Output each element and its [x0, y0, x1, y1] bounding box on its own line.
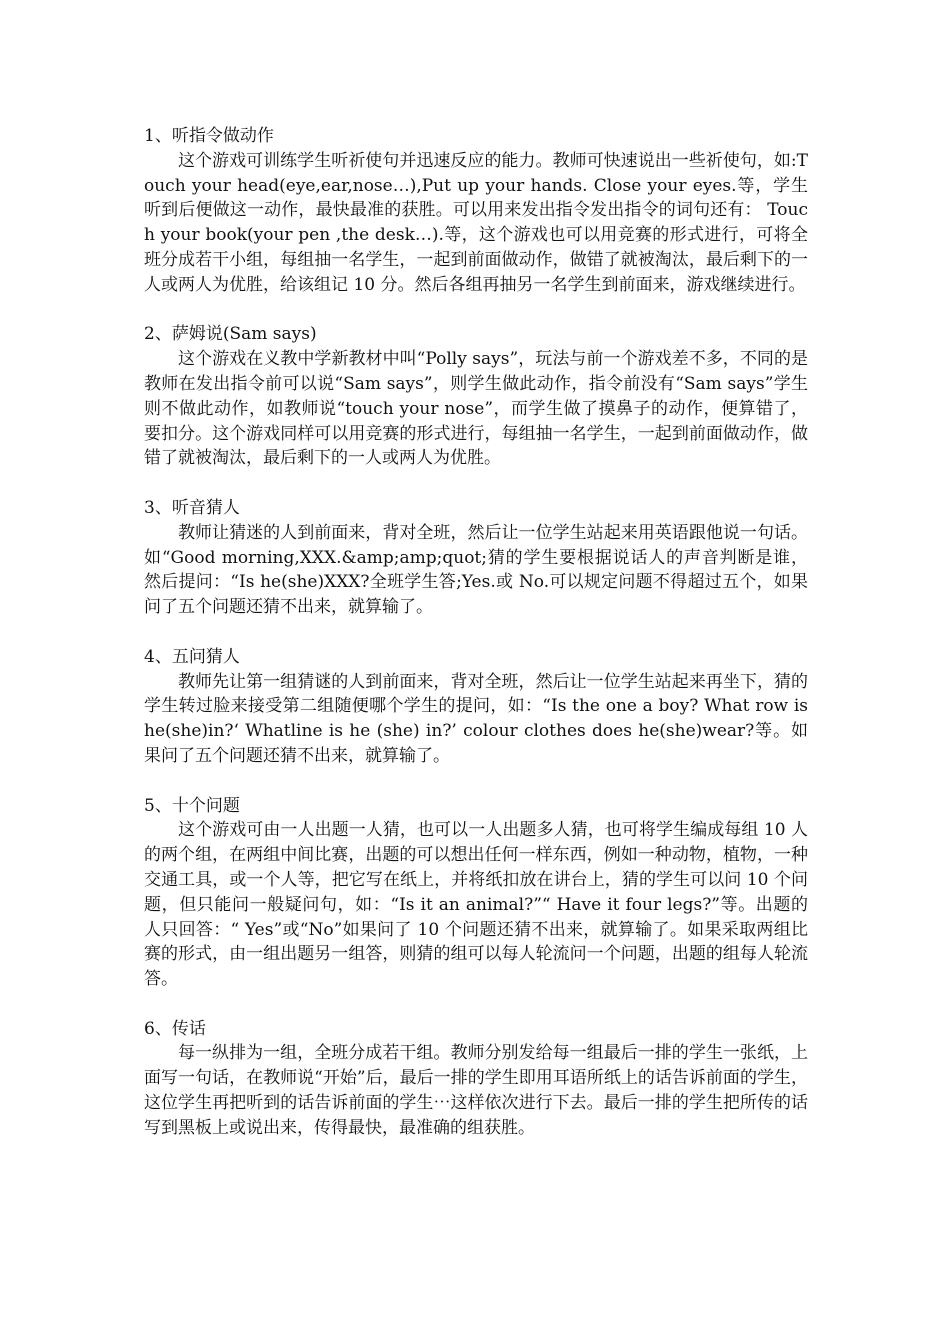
section-paragraph: 这个游戏可由一人出题一人猜，也可以一人出题多人猜，也可将学生编成每组 10 人的两个组，在两组中间比赛，出题的可以想出任何一样东西，例如一种动物，植物，一种交通工具，或一个人等，把它写在纸上，并将纸扣放在讲台上，猜的学生可以问 10 个问题，但只能问一般疑问句，如：“Is it an animal?”“ Have it four legs?”等。出题的人只回答：“ Yes”或“No”如果问了 10 个问题还猜不出来，就算输了。如果采取两组比赛的形式，由一组出题另一组答，则猜的组可以每人轮流问一个问题，出题的组每人轮流答。: [144, 820, 808, 990]
section-3: [144, 496, 808, 620]
section-heading: 3、听音猜人: [144, 497, 240, 518]
section-1: [144, 124, 808, 298]
section-paragraph: 教师先让第一组猜谜的人到前面来，背对全班，然后让一位学生站起来再坐下，猜的学生转过脸来接受第二组随便哪个学生的提问，如：“Is the one a boy? What row is he(she)in?‘ Whatline is he (she) in?’ colour clothes does he(she)wear?等。如果问了五个问题还猜不出来，就算输了。: [144, 671, 808, 766]
section-paragraph: 这个游戏可训练学生听祈使句并迅速反应的能力。教师可快速说出一些祈使句，如:Touch your head(eye,ear,nose…),Put up your hands. Close your eyes.等，学生听到后便做这一动作，最快最准的获胜。可以用来发出指令发出指令的词句还有： Touch your book(your pen ,the desk…).等，这个游戏也可以用竞赛的形式进行，可将全班分成若干小组，每组抽一名学生，一起到前面做动作，做错了就被淘汰，最后剩下的一人或两人为优胜，给该组记 10 分。然后各组再抽另一名学生到前面来，游戏继续进行。: [144, 150, 808, 295]
section-4: [144, 645, 808, 769]
section-6: [144, 1017, 808, 1141]
document-page: [144, 124, 808, 1165]
section-heading: 2、萨姆说(Sam says): [144, 324, 317, 345]
section-heading: 5、十个问题: [144, 795, 240, 816]
section-heading: 4、五问猜人: [144, 646, 240, 667]
section-paragraph: 每一纵排为一组，全班分成若干组。教师分别发给每一组最后一排的学生一张纸，上面写一句话，在教师说“开始”后，最后一排的学生即用耳语所纸上的话告诉前面的学生，这位学生再把听到的话告诉前面的学生⋯这样依次进行下去。最后一排的学生把所传的话写到黑板上或说出来，传得最快，最准确的组获胜。: [144, 1043, 808, 1138]
section-5: [144, 794, 808, 992]
section-paragraph: 这个游戏在义教中学新教材中叫“Polly says”，玩法与前一个游戏差不多，不同的是教师在发出指令前可以说“Sam says”，则学生做此动作，指令前没有“Sam says”学生则不做此动作，如教师说“touch your nose”，而学生做了摸鼻子的动作，便算错了，要扣分。这个游戏同样可以用竞赛的形式进行，每组抽一名学生，一起到前面做动作，做错了就被淘汰，最后剩下的一人或两人为优胜。: [144, 349, 808, 469]
section-2: [144, 322, 808, 471]
section-heading: 6、传话: [144, 1018, 206, 1039]
section-paragraph: 教师让猜迷的人到前面来，背对全班，然后让一位学生站起来用英语跟他说一句话。如“Good morning,XXX.&amp;amp;quot;猜的学生要根据说话人的声音判断是谁，然后提问：“Is he(she)XXX?全班学生答;Yes.或 No.可以规定问题不得超过五个，如果问了五个问题还猜不出来，就算输了。: [144, 522, 808, 618]
section-heading: 1、听指令做动作: [144, 126, 274, 146]
